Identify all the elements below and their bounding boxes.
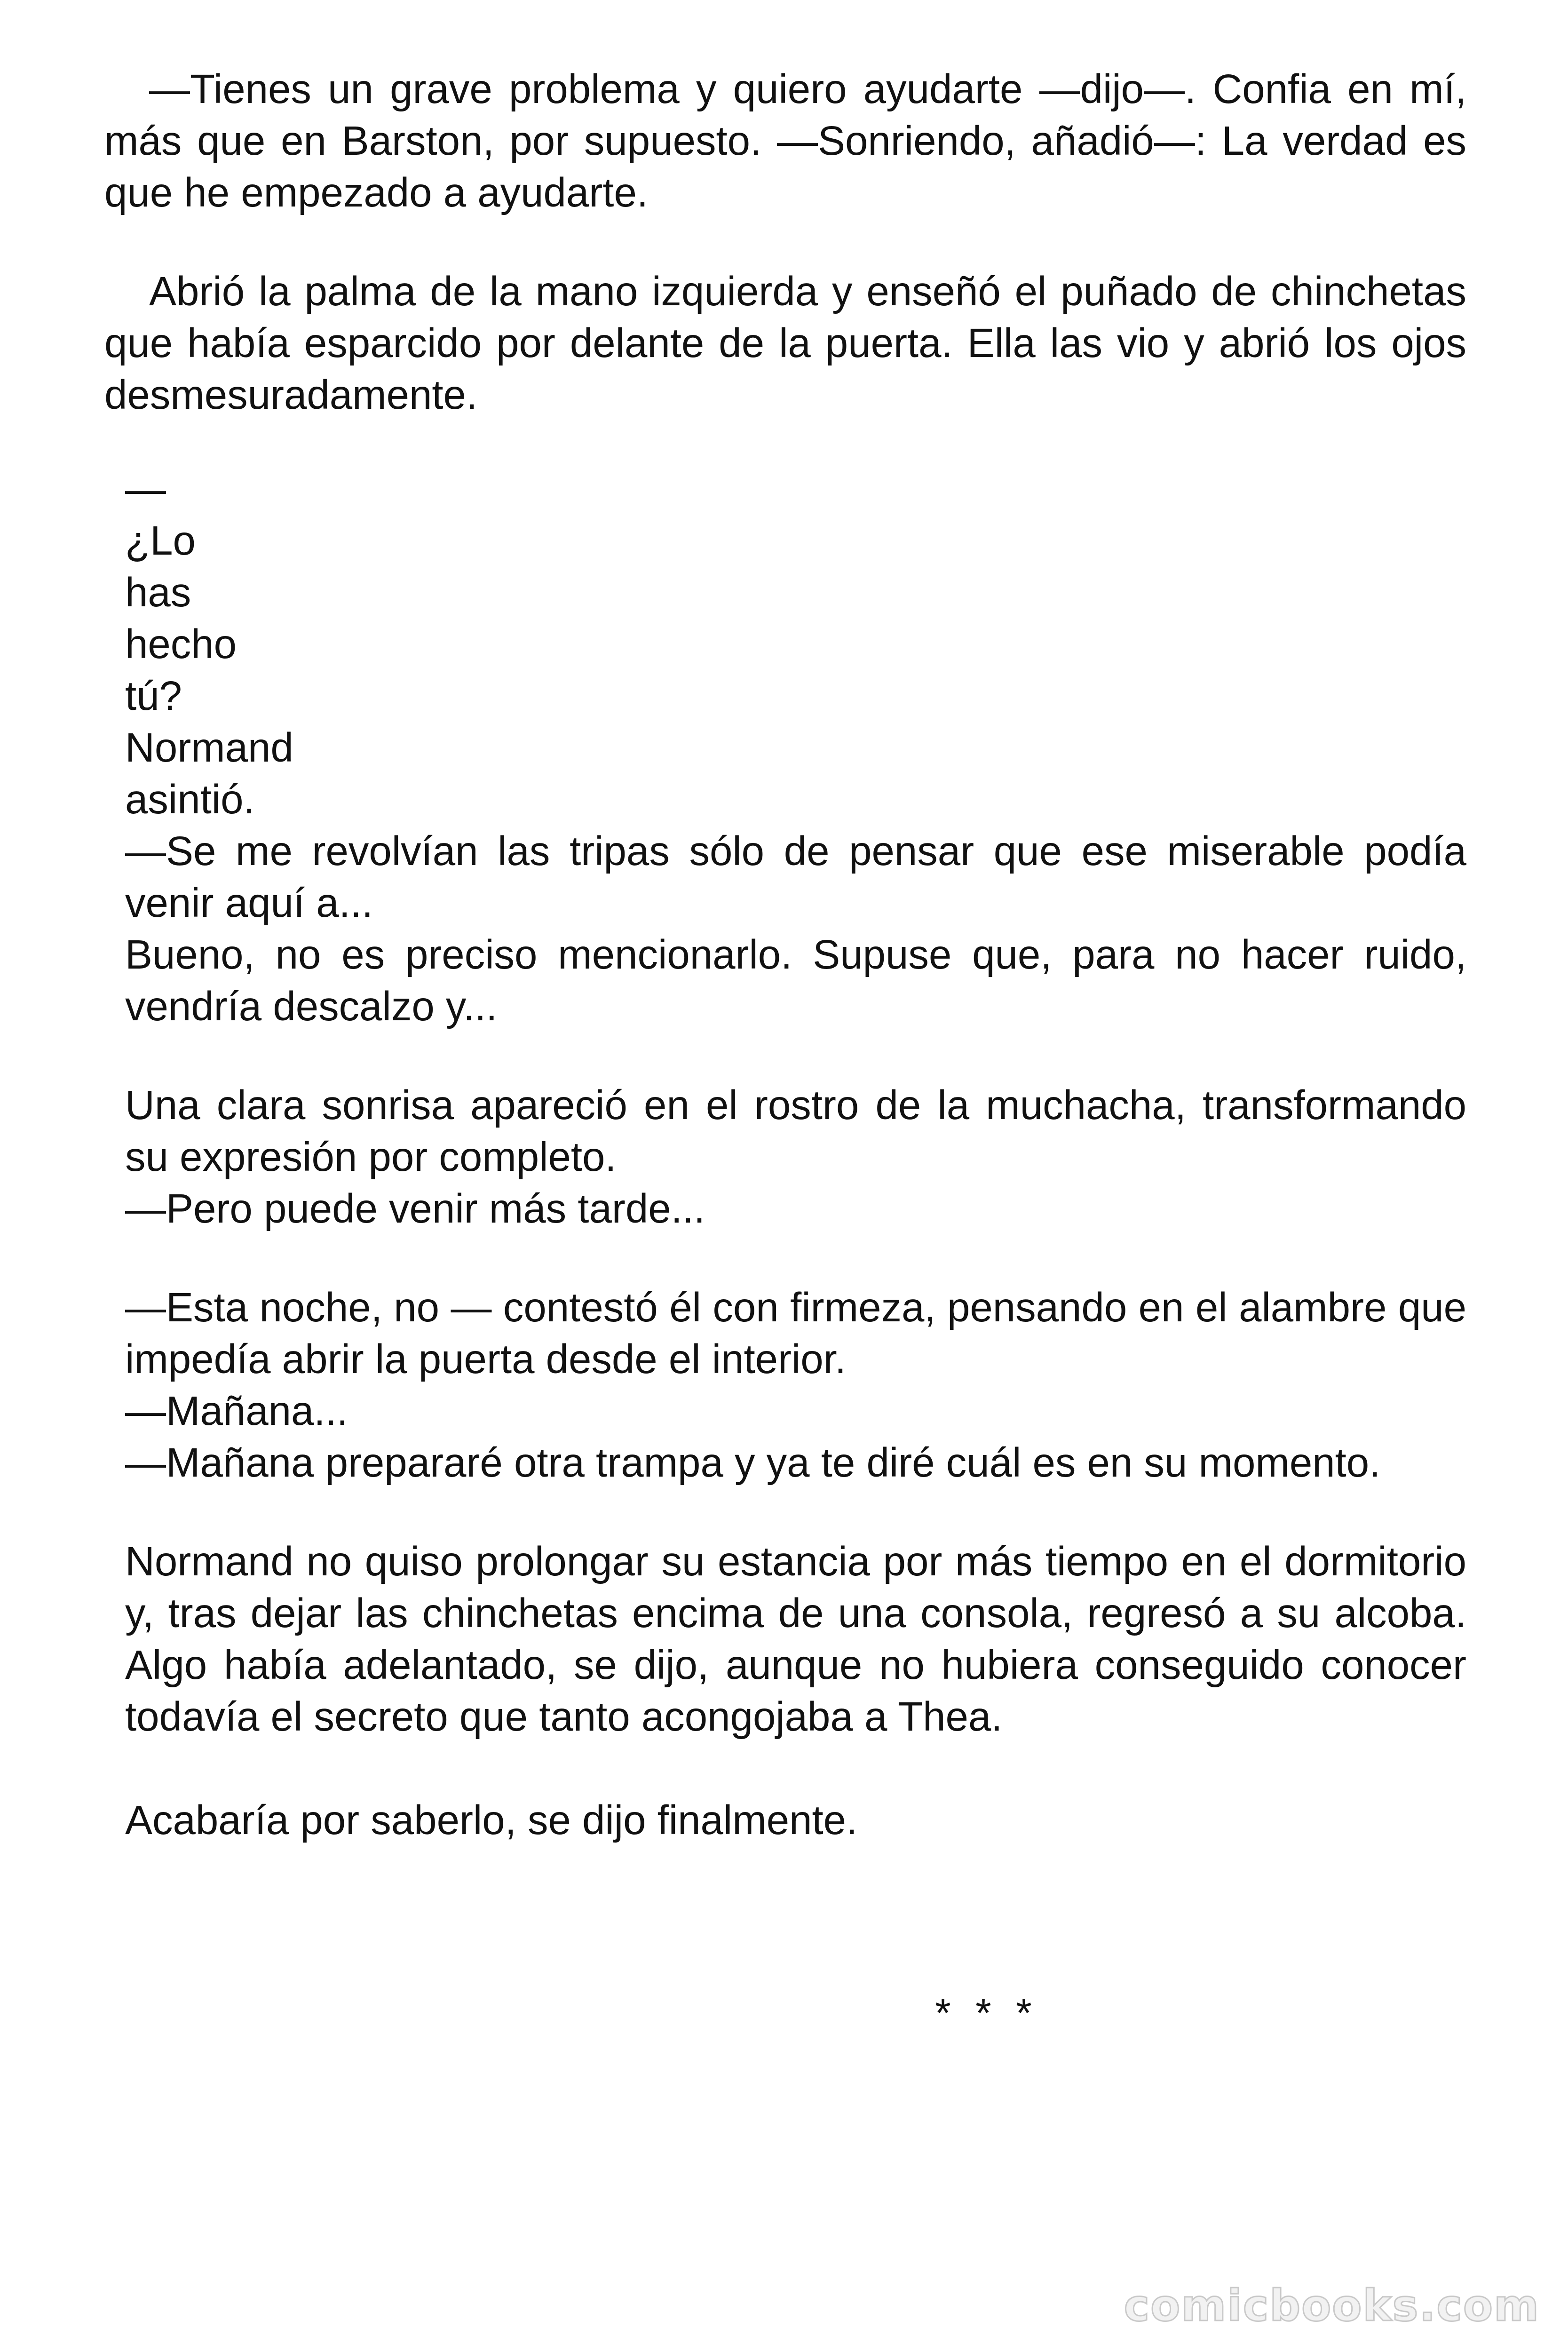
stacked-line: tú? [125,673,182,719]
section-separator: * * * [935,1990,1038,2036]
paragraph-9: —Mañana prepararé otra trampa y ya te diré cuál es en su momento. [125,1440,1381,1486]
stacked-line: Normand [125,725,293,771]
watermark: comicbooks.com [1124,2280,1540,2331]
stacked-line: — [125,466,166,512]
stacked-line: asintió. [125,777,255,822]
paragraph-7: —Esta noche, no — contestó él con firmeza, pensando en el alambre que impedía abrir la puerta desde el interior. [125,1285,1466,1382]
paragraph-6: —Pero puede venir más tarde... [125,1186,705,1232]
paragraph-10: Normand no quiso prolongar su estancia por más tiempo en el dormitorio y, tras dejar las chinchetas encima de una consola, regresó a su alcoba. Algo había adelantado, se dijo, aunque no hubiera conseguido conocer todavía el secreto que tanto acongojaba a Thea. [125,1539,1466,1740]
stacked-line: has [125,570,191,615]
paragraph-5: Una clara sonrisa apareció en el rostro de la muchacha, transformando su expresión por completo. [125,1082,1466,1180]
paragraph-1: —Tienes un grave problema y quiero ayudarte —dijo—. Confia en mí, más que en Barston, por supuesto. —Sonriendo, añadió—: La verdad es que he empezado a ayudarte. [104,66,1466,215]
paragraph-2: Abrió la palma de la mano izquierda y enseñó el puñado de chinchetas que había esparcido por delante de la puerta. Ella las vio y abrió los ojos desmesuradamente. [104,269,1466,418]
paragraph-11: Acabaría por saberlo, se dijo finalmente. [125,1797,858,1843]
stacked-dialogue [125,463,293,826]
paragraph-8: —Mañana... [125,1388,348,1434]
paragraph-4: Bueno, no es preciso mencionarlo. Supuse que, para no hacer ruido, vendría descalzo y... [125,932,1466,1029]
paragraph-3: —Se me revolvían las tripas sólo de pensar que ese miserable podía venir aquí a... [125,828,1466,926]
stacked-line: ¿Lo [125,518,196,564]
stacked-line: hecho [125,621,237,667]
